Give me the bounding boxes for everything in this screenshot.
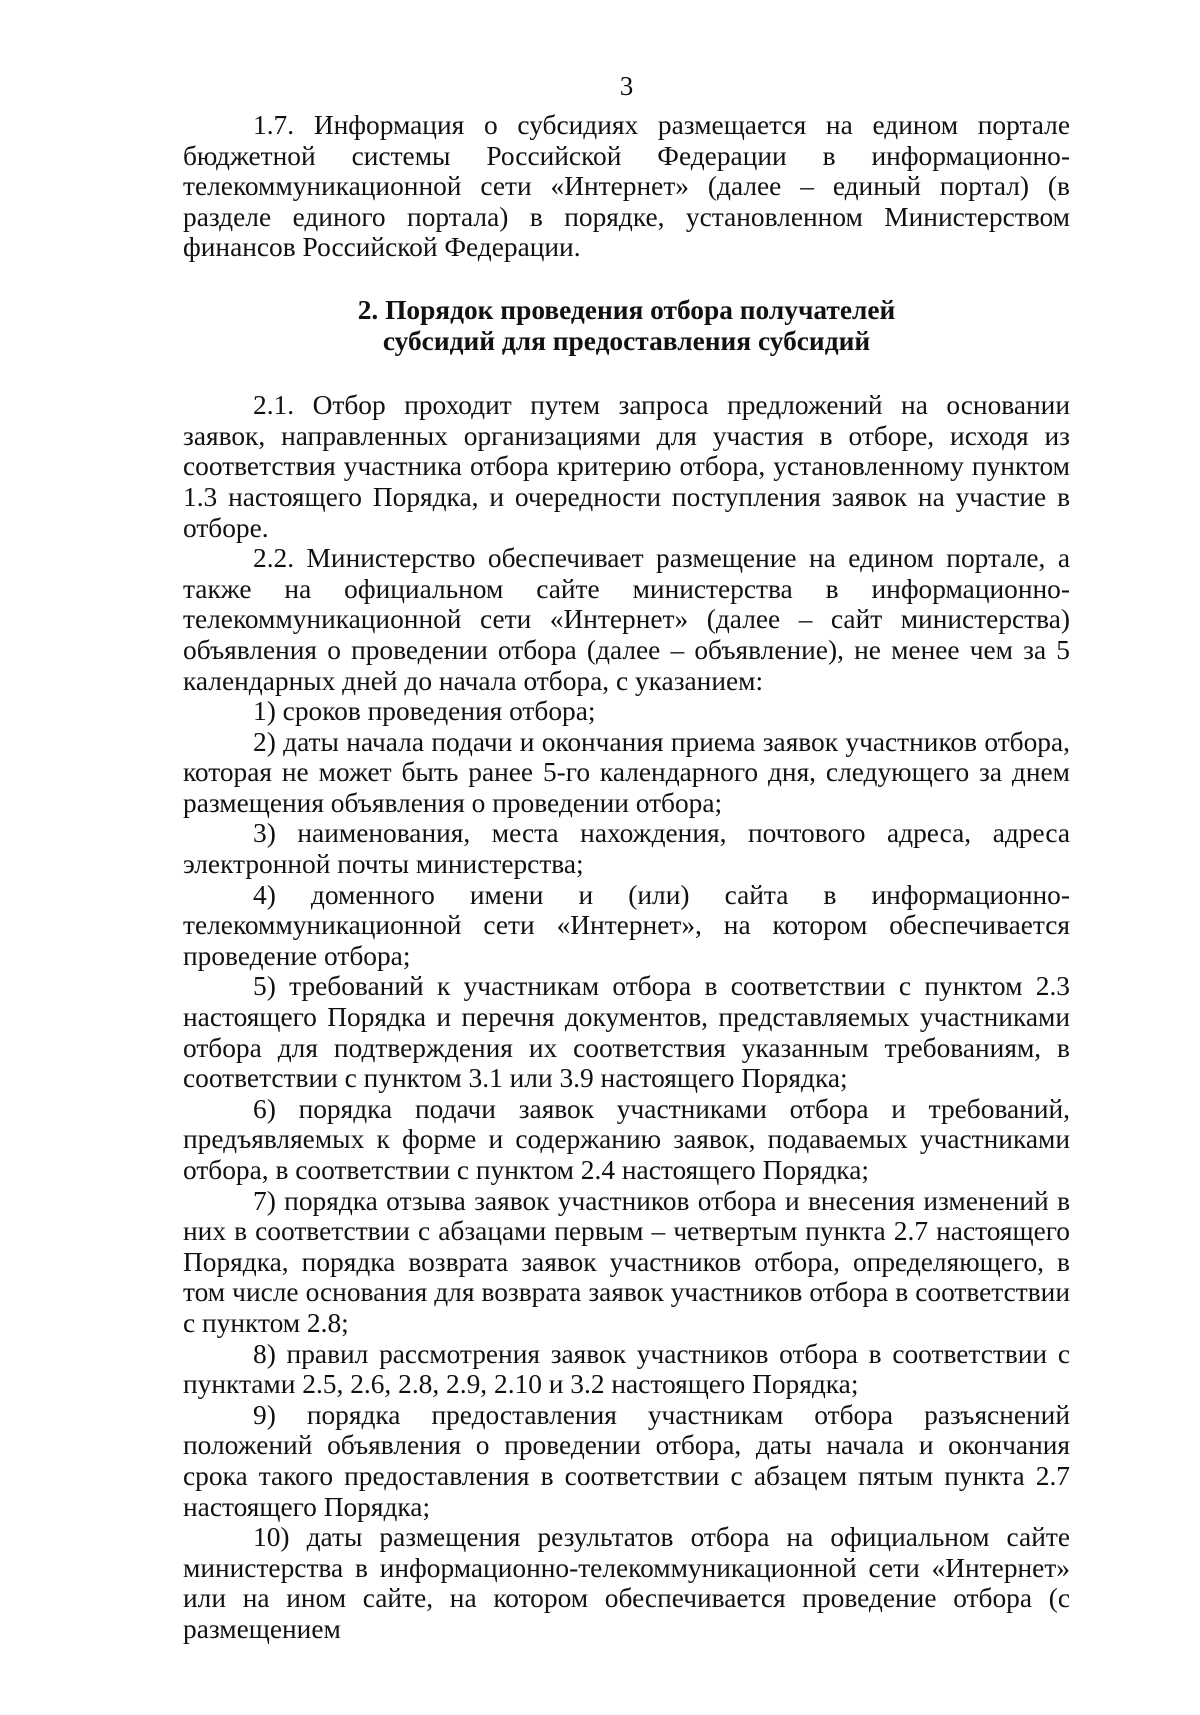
list-item-5: 5) требований к участникам отбора в соответствии с пунктом 2.3 настоящего Порядка и перечня документов, представляемых участниками отбора для подтверждения их соответствия указанным требованиям, в соответствии с пунктом 3.1 или 3.9 настоящего Порядка;: [183, 971, 1070, 1094]
list-item-8: 8) правил рассмотрения заявок участников отбора в соответствии с пунктами 2.5, 2.6, 2.8, 2.9, 2.10 и 3.2 настоящего Порядка;: [183, 1338, 1070, 1400]
list-item-10: 10) даты размещения результатов отбора на официальном сайте министерства в информационно-телекоммуникационной сети «Интернет» или на ином сайте, на котором обеспечивается проведение отбора (с размещением: [183, 1522, 1070, 1644]
section-2-heading-line-1: 2. Порядок проведения отбора получателей: [357, 294, 896, 325]
list-item-7: 7) порядка отзыва заявок участников отбора и внесения изменений в них в соответствии с абзацами первым – четвертым пункта 2.7 настоящего Порядка, порядка возврата заявок участников отбора, определяющего, в том числе основания для возврата заявок участников отбора в соответствии с пунктом 2.8;: [183, 1185, 1070, 1338]
list-item-3: 3) наименования, места нахождения, почтового адреса, адреса электронной почты министерства;: [183, 818, 1070, 880]
paragraph-2-2: 2.2. Министерство обеспечивает размещение на едином портале, а также на официальном сайте министерства в информационно-телекоммуникационной сети «Интернет» (далее – сайт министерства) объявления о проведении отбора (далее – объявление), не менее чем за 5 календарных дней до начала отбора, с указанием:: [183, 543, 1070, 696]
list-item-9: 9) порядка предоставления участникам отбора разъяснений положений объявления о проведении отбора, даты начала и окончания срока такого предоставления в соответствии с абзацем пятым пункта 2.7 настоящего Порядка;: [183, 1399, 1070, 1522]
list-item-2: 2) даты начала подачи и окончания приема заявок участников отбора, которая не может быть ранее 5-го календарного дня, следующего за днем размещения объявления о проведении отбора;: [183, 726, 1070, 818]
list-item-4: 4) доменного имени и (или) сайта в информационно-телекоммуникационной сети «Интернет», на котором обеспечивается проведение отбора;: [183, 879, 1070, 971]
list-item-6: 6) порядка подачи заявок участниками отбора и требований, предъявляемых к форме и содержанию заявок, подаваемых участниками отбора, в соответствии с пунктом 2.4 настоящего Порядка;: [183, 1093, 1070, 1185]
paragraph-2-1: 2.1. Отбор проходит путем запроса предложений на основании заявок, направленных организациями для участия в отборе, исходя из соответствия участника отбора критерию отбора, установленному пунктом 1.3 настоящего Порядка, и очередности поступления заявок на участие в отборе.: [183, 390, 1070, 543]
section-2-heading-line-2: субсидий для предоставления субсидий: [382, 325, 871, 356]
list-item-1: 1) сроков проведения отбора;: [253, 696, 596, 727]
section-2-heading: [183, 295, 1070, 356]
page-number: 3: [619, 71, 634, 101]
paragraph-1-7: 1.7. Информация о субсидиях размещается на едином портале бюджетной системы Российской Федерации в информационно-телекоммуникационной сети «Интернет» (далее – единый портал) (в разделе единого портала) в порядке, установленном Министерством финансов Российской Федерации.: [183, 110, 1070, 263]
